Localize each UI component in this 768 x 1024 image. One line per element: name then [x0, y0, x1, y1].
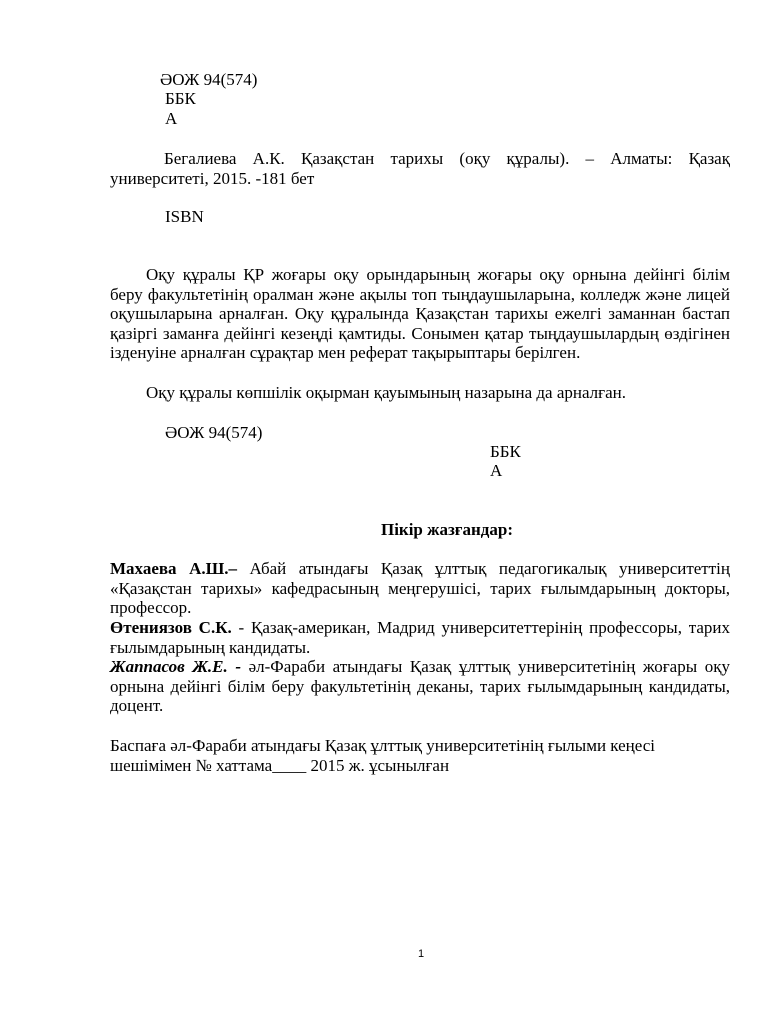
publisher-note-line-2: шешімімен № хаттама____ 2015 ж. ұсынылған [110, 756, 450, 775]
reviewers-title: Пікір жазғандар: [380, 520, 514, 539]
reviewer-description: Абай атындағы Қазақ ұлттық педагогикалық университеттің «Қазақстан тарихы» кафедрасының меңгерушісі, тарих ғылымдарының докторы, профессор. [110, 559, 730, 617]
abstract-paragraph-2: Оқу құралы көпшілік оқырман қауымының назарына да арналған. [146, 383, 627, 402]
reviewer-entry [110, 618, 730, 657]
reviewer-name: Өтениязов С.К. [110, 618, 232, 637]
isbn-label: ISBN [165, 207, 204, 226]
reviewer-name: Жаппасов Ж.Е. - [110, 657, 242, 676]
reviewer-description: әл-Фараби атындағы Қазақ ұлттық университетінің жоғары оқу орнына дейінгі білім беру факультетінің деканы, тарих ғылымдарының кандидаты, доцент. [110, 657, 730, 715]
publisher-note-line-1: Баспаға әл-Фараби атындағы Қазақ ұлттық университетінің ғылыми кеңесі [110, 736, 656, 755]
bibliographic-citation: Бегалиева А.К. Қазақстан тарихы (оқу құралы). – Алматы: Қазақ университеті, 2015. -181 бет [110, 149, 730, 188]
reviewer-description: - Қазақ-американ, Мадрид университеттерінің профессоры, тарих ғылымдарының кандидаты. [110, 618, 730, 657]
udc-code-top: ӘОЖ 94(574) [160, 70, 258, 89]
reviewer-entry [110, 559, 730, 618]
author-mark-block: А [490, 461, 503, 480]
bbk-label-top: ББК [165, 89, 196, 108]
udc-code-block: ӘОЖ 94(574) [165, 423, 263, 442]
author-mark-top: А [165, 109, 178, 128]
bbk-label-block: ББК [490, 442, 521, 461]
page-number: 1 [417, 948, 425, 960]
abstract-paragraph-1: Оқу құралы ҚР жоғары оқу орындарының жоғары оқу орнына дейінгі білім беру факультетінің оралман және ақылы топ тыңдаушыларына, колледж және лицей оқушыларына арналған. Оқу құралында Қазақстан тарихы ежелгі заманнан бастап қазіргі заманға дейінгі кезеңді қамтиды. Сонымен қатар тыңдаушылардың өздігінен ізденуіне арналған сұрақтар мен реферат тақырыптары берілген. [110, 265, 730, 362]
reviewer-entry [110, 657, 730, 716]
reviewer-name: Махаева А.Ш.– [110, 559, 238, 578]
